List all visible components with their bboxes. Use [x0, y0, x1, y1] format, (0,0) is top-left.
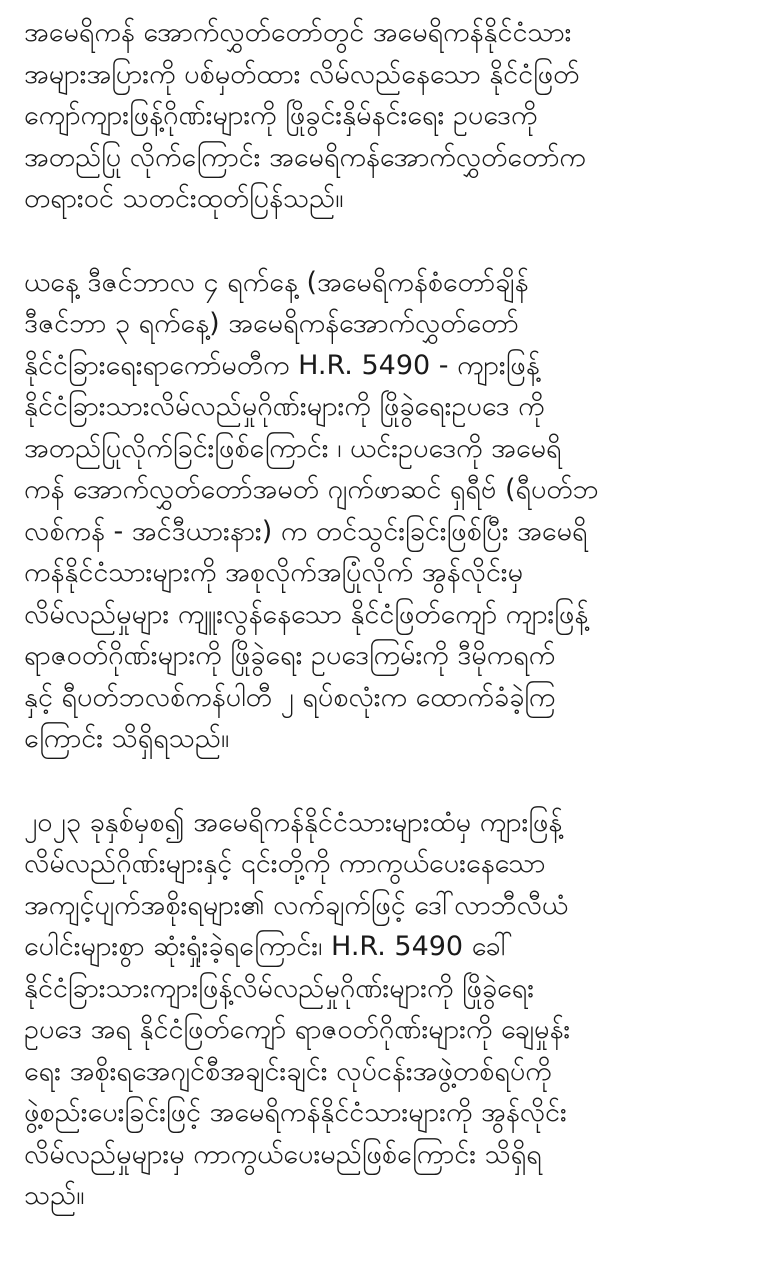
- text-line: ယနေ့ ဒီဇင်ဘာလ ၄ ရက်နေ့ (အမေရိကန်စံတော်ချိန်: [24, 266, 529, 298]
- text-line: နှင့် ရီပတ်ဘလစ်ကန်ပါတီ ၂ ရပ်စလုံးက ထောက်ခံခဲ့ကြ: [24, 681, 556, 713]
- text-line: ရေး အစိုးရအေဂျင်စီအချင်းချင်း လုပ်ငန်းအဖွဲ့တစ်ရပ်ကို: [24, 1055, 552, 1087]
- text-line: ကန်နိုင်ငံသားများကို အစုလိုက်အပြုံလိုက် အွန်လိုင်းမှ: [24, 557, 524, 588]
- text-line: ဥပဒေ အရ နိုင်ငံဖြတ်ကျော် ရာဇဝတ်ဂိုဏ်းများကို ချေမှုန်း: [24, 1014, 571, 1045]
- text-line: နိုင်ငံခြားသားကျားဖြန့်လိမ်လည်မှုဂိုဏ်းများကို ဖြိုခွဲရေး: [24, 972, 535, 1004]
- text-line: ဒီဇင်ဘာ ၃ ရက်နေ့) အမေရိကန်အောက်လွှတ်တော်: [24, 308, 519, 339]
- text-line: အကျင့်ပျက်အစိုးရများ၏ လက်ချက်ဖြင့် ဒေါ်လာဘီလီယံ: [24, 889, 569, 921]
- paragraph-3: [24, 802, 752, 1217]
- paragraph-spacer: [24, 760, 752, 802]
- text-line: အများအပြားကို ပစ်မှတ်ထား လိမ်လည်နေသော နိုင်ငံဖြတ်: [24, 58, 580, 90]
- text-line: လိမ်လည်မှုများ ကျူးလွန်နေသော နိုင်ငံဖြတ်ကျော် ကျားဖြန့်: [24, 598, 589, 630]
- text-line: လိမ်လည်ဂိုဏ်းများနှင့် ၎င်းတို့ကို ကာကွယ်ပေးနေသော: [24, 848, 546, 879]
- text-line: ကန် အောက်လွှတ်တော်အမတ် ဂျက်ဖာဆင် ရှရီဗ် (ရီပတ်ဘ: [24, 474, 599, 505]
- text-line: အမေရိကန် အောက်လွှတ်တော်တွင် အမေရိကန်နိုင်ငံသား: [24, 17, 572, 48]
- text-line: ၂၀၂၃ ခုနှစ်မှစ၍ အမေရိကန်နိုင်ငံသားများထံမှ ကျားဖြန့်: [24, 806, 563, 838]
- paragraph-1: [24, 12, 752, 220]
- text-line: တရားဝင် သတင်းထုတ်ပြန်သည်။: [24, 183, 344, 214]
- text-line: ဖွဲ့စည်းပေးခြင်းဖြင့် အမေရိကန်နိုင်ငံသားများကို အွန်လိုင်း: [24, 1097, 567, 1128]
- text-line: နိုင်ငံခြားသားလိမ်လည်မှုဂိုဏ်းများကို ဖြိုခွဲရေးဥပဒေ ကို: [24, 391, 545, 422]
- text-line: ကျော်ကျားဖြန့်ဂိုဏ်းများကို ဖြိုခွင်းနှိမ်နင်းရေး ဥပဒေကို: [24, 100, 538, 131]
- text-line: ရာဇဝတ်ဂိုဏ်းများကို ဖြိုခွဲရေး ဥပဒေကြမ်းကို ဒီမိုကရက်: [24, 640, 556, 671]
- text-line: လိမ်လည်မှုများမှ ကာကွယ်ပေးမည်ဖြစ်ကြောင်း သိရှိရ: [24, 1138, 542, 1170]
- text-line: ကြောင်း သိရှိရသည်။: [24, 723, 230, 754]
- text-line: ပေါင်းများစွာ ဆုံးရှုံးခဲ့ရကြောင်း၊ H.R. 5490 ခေါ်: [24, 931, 513, 962]
- text-line: နိုင်ငံခြားရေးရာကော်မတီက H.R. 5490 - ကျားဖြန့်: [24, 349, 540, 381]
- article-body: [24, 12, 752, 1217]
- text-line: အတည်ပြုလိုက်ခြင်းဖြစ်ကြောင်း ၊ ယင်းဥပဒေကို အမေရိ: [24, 432, 562, 464]
- paragraph-2: [24, 262, 752, 760]
- text-line: လစ်ကန် - အင်ဒီယားနား) က တင်သွင်းခြင်းဖြစ်ပြီး အမေရိ: [24, 515, 588, 547]
- text-line: အတည်ပြု လိုက်ကြောင်း အမေရိကန်အောက်လွှတ်တော်က: [24, 141, 586, 173]
- text-line: သည်။: [24, 1180, 85, 1211]
- paragraph-spacer: [24, 220, 752, 262]
